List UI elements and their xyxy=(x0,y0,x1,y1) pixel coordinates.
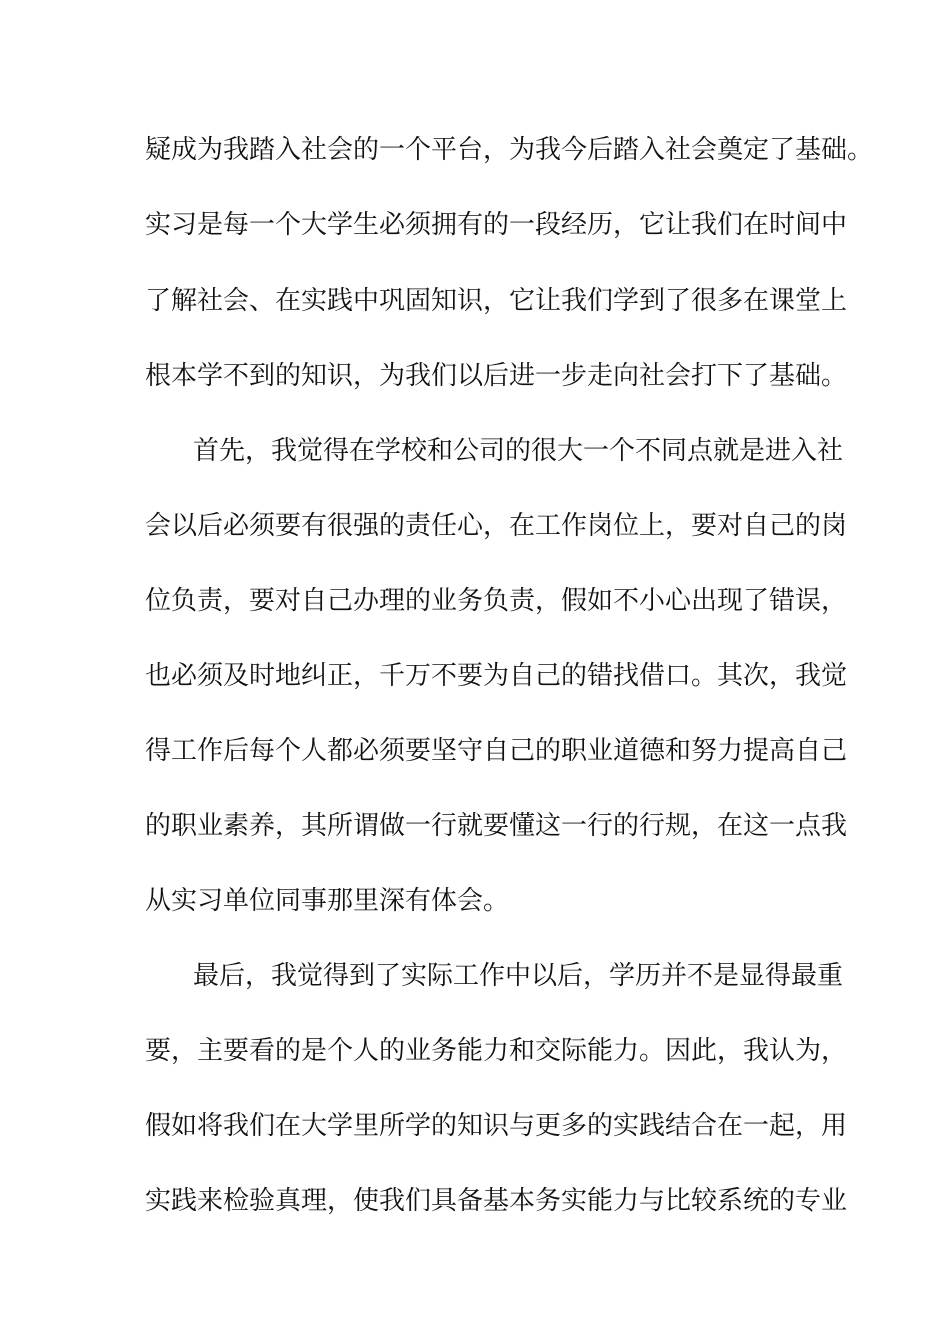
text-line: 得工作后每个人都必须要坚守自己的职业道德和努力提高自己 xyxy=(145,736,848,766)
text-line: 假如将我们在大学里所学的知识与更多的实践结合在一起，用 xyxy=(145,1111,848,1141)
paragraph-first-line: 首先，我觉得在学校和公司的很大一个不同点就是进入社 xyxy=(193,436,844,466)
text-line: 要，主要看的是个人的业务能力和交际能力。因此，我认为， xyxy=(145,1036,848,1066)
text-line: 位负责，要对自己办理的业务负责，假如不小心出现了错误， xyxy=(145,586,848,616)
text-line: 实习是每一个大学生必须拥有的一段经历，它让我们在时间中 xyxy=(145,210,848,240)
text-line: 的职业素养，其所谓做一行就要懂这一行的行规，在这一点我 xyxy=(145,811,848,841)
text-line: 了解社会、在实践中巩固知识，它让我们学到了很多在课堂上 xyxy=(145,286,848,316)
text-line: 也必须及时地纠正，千万不要为自己的错找借口。其次，我觉 xyxy=(145,661,848,691)
text-line: 根本学不到的知识，为我们以后进一步走向社会打下了基础。 xyxy=(145,361,848,391)
text-line: 从实习单位同事那里深有体会。 xyxy=(145,886,510,916)
paragraph-first-line: 最后，我觉得到了实际工作中以后，学历并不是显得最重 xyxy=(193,961,844,991)
text-line: 会以后必须要有很强的责任心，在工作岗位上，要对自己的岗 xyxy=(145,511,848,541)
text-line: 实践来检验真理，使我们具备基本务实能力与比较系统的专业 xyxy=(145,1186,848,1216)
text-line: 疑成为我踏入社会的一个平台，为我今后踏入社会奠定了基础。 xyxy=(145,135,874,165)
